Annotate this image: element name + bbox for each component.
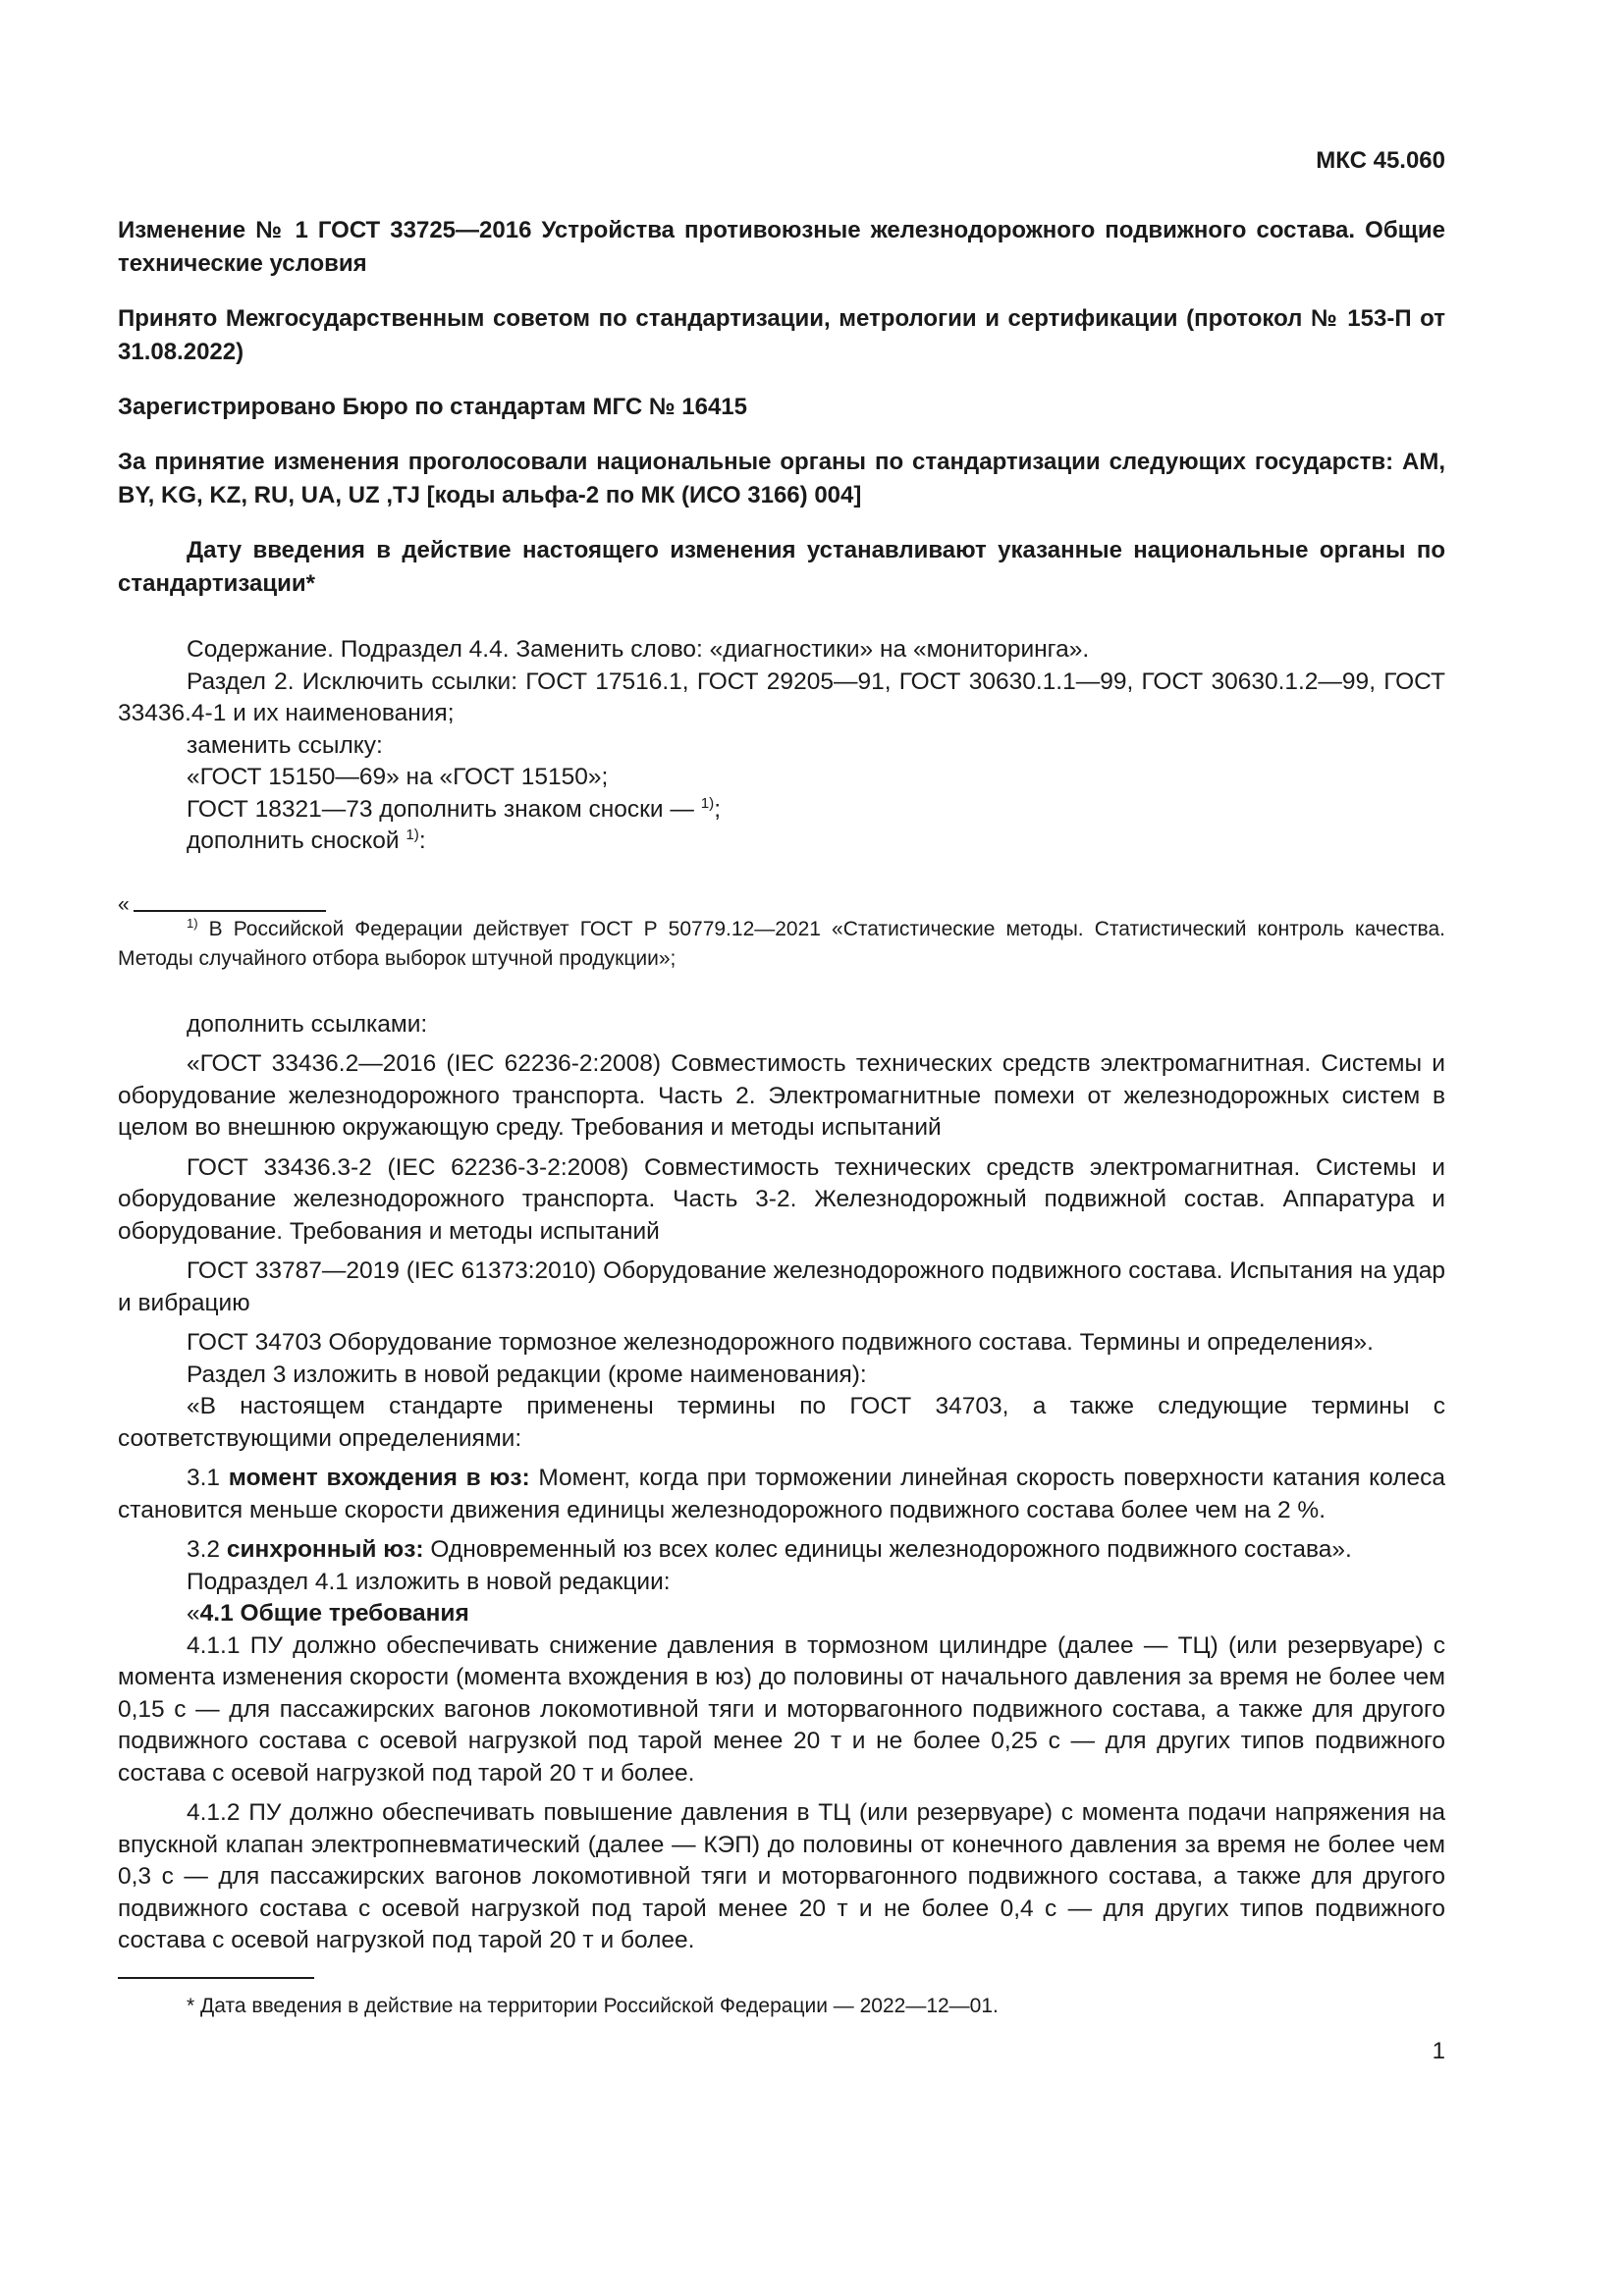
paragraph-term-3-1 <box>118 1463 1445 1526</box>
footnote-body: В Российской Федерации действует ГОСТ Р 50779.12—2021 «Статистические методы. Статистический контроль качества. Методы случайного отбора выборок штучной продукции»; <box>118 917 1445 970</box>
paragraph-add-footnote <box>118 826 1445 858</box>
paragraph-replace-reference: заменить ссылку: <box>187 731 383 759</box>
paragraph-add-references: дополнить ссылками: <box>187 1010 428 1038</box>
subsection-heading <box>118 1598 1445 1630</box>
page-content <box>118 145 1445 1957</box>
paragraph-gost-18321 <box>118 794 1445 827</box>
footnote-text <box>118 915 1445 974</box>
adoption-statement: Принято Межгосударственным советом по стандартизации, метрологии и сертификации (протокол № 153-П от 31.08.2022) <box>118 305 1445 365</box>
paragraph-terms-intro: «В настоящем стандарте применены термины по ГОСТ 34703, а также следующие термины с соответствующими определениями: <box>118 1393 1445 1452</box>
paragraph-section3-new: Раздел 3 изложить в новой редакции (кроме наименования): <box>187 1361 867 1388</box>
paragraph-4-1-1: 4.1.1 ПУ должно обеспечивать снижение давления в тормозном цилиндре (далее — ТЦ) (или резервуаре) с момента изменения скорости (момента вхождения в юз) до половины от начального давления за время не более чем 0,15 с — для пассажирских вагонов локомотивной тяги и моторвагонного подвижного состава, а также для другого подвижного состава с осевой нагрузкой под тарой менее 20 т и не более 0,25 с — для других типов подвижного состава с осевой нагрузкой под тарой 20 т и более. <box>118 1631 1445 1787</box>
paragraph-gost-33787: ГОСТ 33787—2019 (IEC 61373:2010) Оборудование железнодорожного подвижного состава. Испытания на удар и вибрацию <box>118 1257 1445 1316</box>
footnote-rule <box>134 910 326 912</box>
voting-statement: За принятие изменения проголосовали национальные органы по стандартизации следующих государств: AM, BY, KG, KZ, RU, UA, UZ ,TJ [коды альфа-2 по МК (ИСО 3166) 004] <box>118 449 1445 508</box>
footnote-opening <box>118 892 1445 916</box>
paragraph-gost-33436-2: «ГОСТ 33436.2—2016 (IEC 62236-2:2008) Совместимость технических средств электромагнитная. Системы и оборудование железнодорожного транспорта. Часть 2. Электромагнитные помехи от железнодорожных систем в целом во внешнюю окружающую среду. Требования и методы испытаний <box>118 1050 1445 1141</box>
paragraph-gost-34703: ГОСТ 34703 Оборудование тормозное железнодорожного подвижного состава. Термины и определения». <box>187 1329 1374 1356</box>
add-footnote-text: дополнить сноской <box>187 828 406 854</box>
term-name: момент вхождения в юз: <box>228 1465 530 1491</box>
footnote-separator <box>118 1977 314 1979</box>
term-definition: Одновременный юз всех колес единицы железнодорожного подвижного состава». <box>423 1536 1352 1563</box>
footnote-marker: 1) <box>700 794 715 812</box>
paragraph-subsection-4-1: Подраздел 4.1 изложить в новой редакции: <box>187 1568 671 1595</box>
term-definition: Момент, когда при торможении линейная скорость поверхности катания колеса становится меньше скорости движения единицы железнодорожного подвижного состава более чем на 2 %. <box>118 1465 1445 1523</box>
gost-18321-text: ГОСТ 18321—73 дополнить знаком сноски — <box>187 795 701 823</box>
paragraph-contents-change: Содержание. Подраздел 4.4. Заменить слово: «диагностики» на «мониторинга». <box>187 636 1090 663</box>
footnote-marker: 1) <box>406 826 419 843</box>
footnote-marker: 1) <box>187 915 198 931</box>
footnote-open-quote: « <box>118 892 130 916</box>
amendment-title: Изменение № 1 ГОСТ 33725—2016 Устройства противоюзные железнодорожного подвижного состава. Общие технические условия <box>118 217 1445 277</box>
page-number: 1 <box>1432 2038 1445 2064</box>
paragraph-section2-exclusion: Раздел 2. Исключить ссылки: ГОСТ 17516.1, ГОСТ 29205—91, ГОСТ 30630.1.1—99, ГОСТ 30630.1.2—99, ГОСТ 33436.4-1 и их наименования; <box>118 667 1445 726</box>
paragraph-gost-33436-3-2: ГОСТ 33436.3-2 (IEC 62236-3-2:2008) Совместимость технических средств электромагнитная. Системы и оборудование железнодорожного транспорта. Часть 3-2. Железнодорожный подвижной состав. Аппаратура и оборудование. Требования и методы испытаний <box>118 1153 1445 1245</box>
amendment-body-part1 <box>118 634 1445 858</box>
term-number: 3.2 <box>187 1536 227 1563</box>
paragraph-gost-15150: «ГОСТ 15150—69» на «ГОСТ 15150»; <box>187 764 609 790</box>
paragraph-term-3-2 <box>118 1534 1445 1567</box>
add-footnote-tail: : <box>418 828 426 854</box>
page-footnote <box>118 1977 1445 2020</box>
heading-text: 4.1 Общие требования <box>199 1600 469 1627</box>
effective-date-text: Дату введения в действие настоящего изменения устанавливают указанные национальные органы по стандартизации* <box>118 537 1445 597</box>
heading-open-quote: « <box>187 1600 200 1627</box>
effective-date-footnote: * Дата введения в действие на территории Российской Федерации — 2022—12—01. <box>187 1995 999 2017</box>
term-name: синхронный юз: <box>226 1536 424 1563</box>
amendment-body-part2 <box>118 1009 1445 1957</box>
term-number: 3.1 <box>187 1465 229 1491</box>
classification-code: МКС 45.060 <box>1316 147 1445 174</box>
inserted-footnote <box>118 892 1445 974</box>
gost-18321-tail: ; <box>714 795 722 823</box>
effective-date-statement <box>118 534 1445 601</box>
paragraph-4-1-2: 4.1.2 ПУ должно обеспечивать повышение давления в ТЦ (или резервуаре) с момента подачи напряжения на впускной клапан электропневматический (далее — КЭП) до половины от конечного давления за время не более чем 0,3 с — для пассажирских вагонов локомотивной тяги и моторвагонного подвижного состава, а также для другого подвижного состава с осевой нагрузкой под тарой менее 20 т и не более 0,4 с — для других типов подвижного состава с осевой нагрузкой под тарой 20 т и более. <box>118 1799 1445 1953</box>
registration-statement: Зарегистрировано Бюро по стандартам МГС № 16415 <box>118 394 747 420</box>
